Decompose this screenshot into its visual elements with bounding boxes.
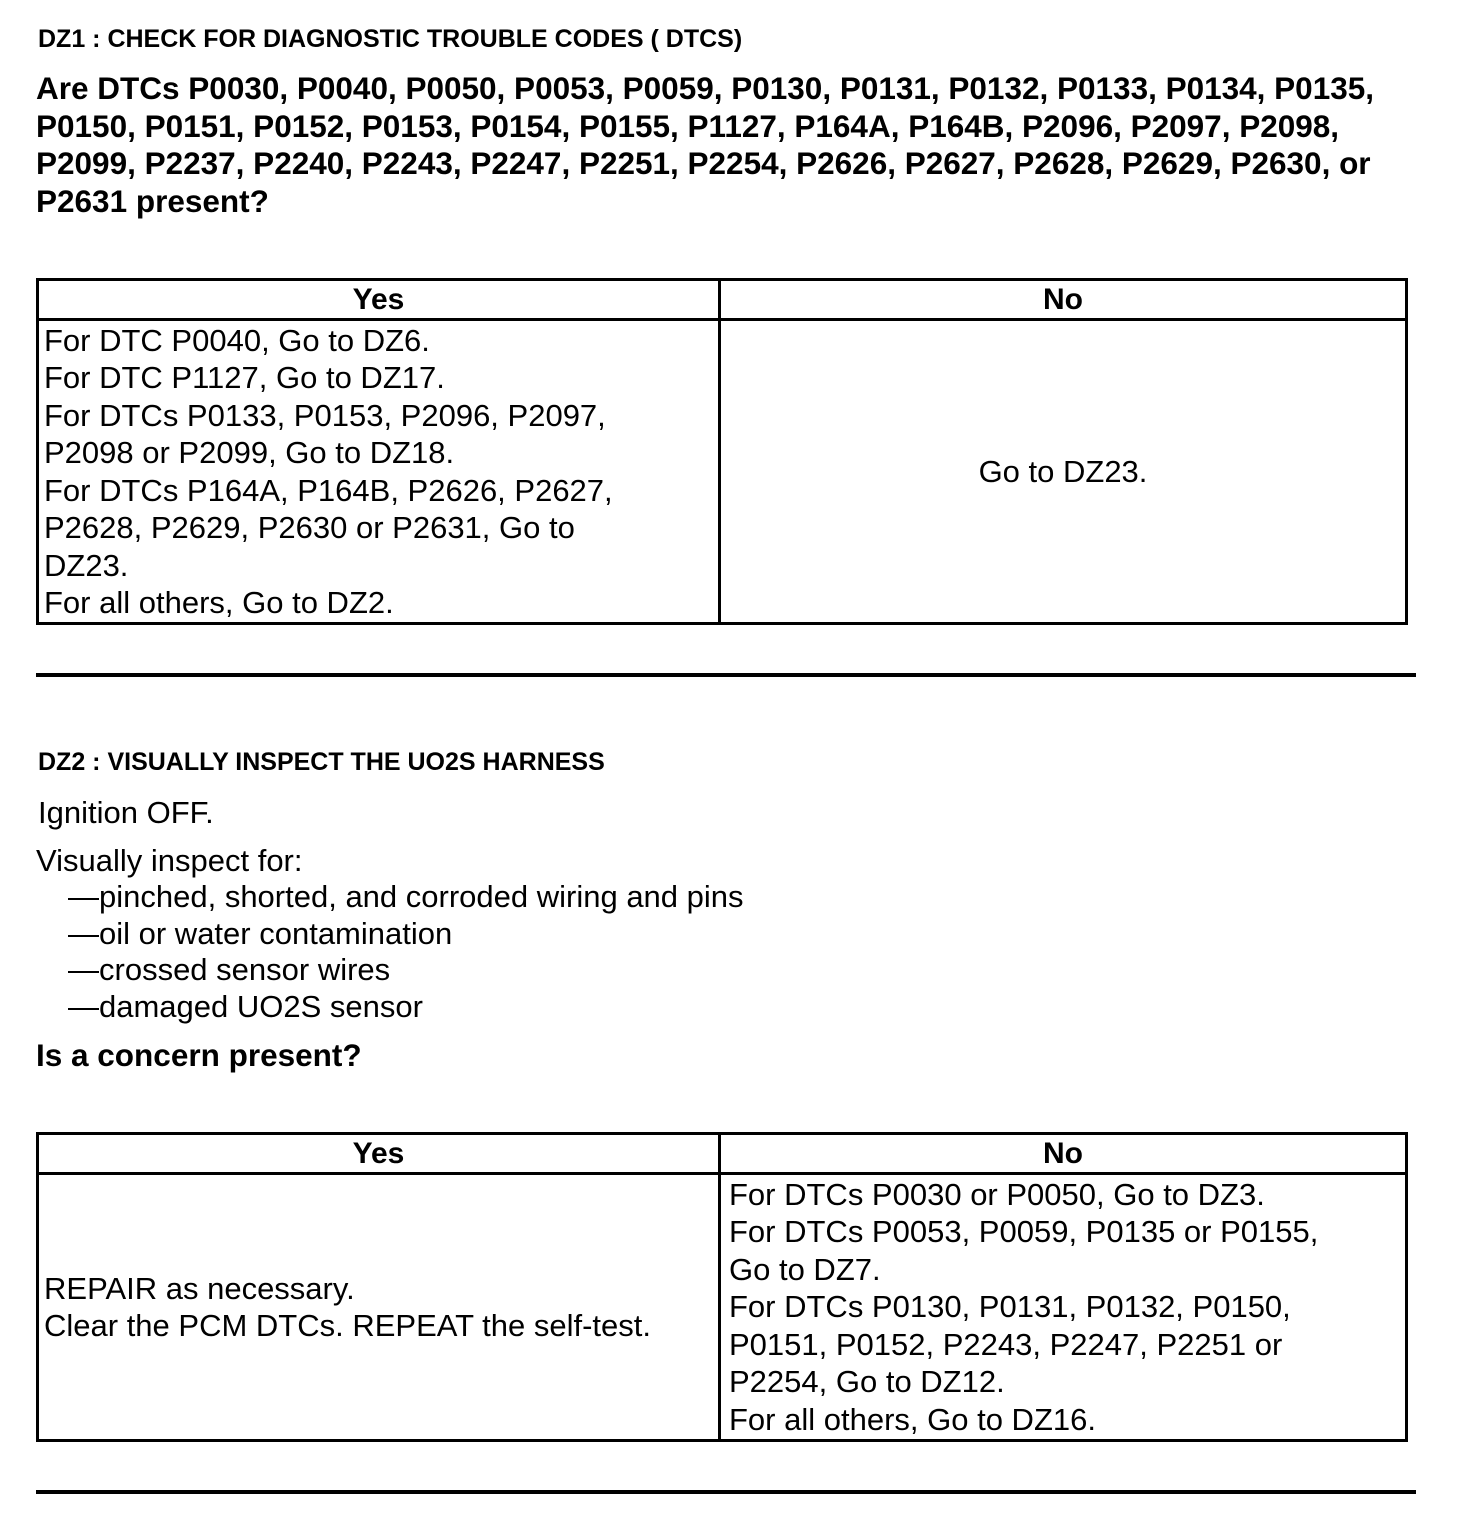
dz2-decision-table bbox=[36, 1132, 1408, 1442]
dz1-table-body-row bbox=[38, 320, 1407, 624]
dz1-yes-line: For all others, Go to DZ2. bbox=[44, 585, 394, 620]
dz2-yes-header: Yes bbox=[38, 1134, 720, 1174]
dz1-table-header-row bbox=[38, 280, 1407, 320]
dz2-no-line: For DTCs P0030 or P0050, Go to DZ3. bbox=[729, 1176, 1265, 1212]
dz2-table-header-row bbox=[38, 1134, 1407, 1174]
list-item: — oil or water contamination bbox=[68, 916, 744, 953]
dz1-yes-line: P2098 or P2099, Go to DZ18. bbox=[44, 435, 455, 470]
dz2-no-header: No bbox=[720, 1134, 1407, 1174]
dz2-step-ignition: Ignition OFF. bbox=[38, 795, 214, 830]
dz2-table-body-row bbox=[38, 1174, 1407, 1441]
list-item: — crossed sensor wires bbox=[68, 952, 744, 989]
dz1-yes-line: For DTC P0040, Go to DZ6. bbox=[44, 322, 430, 358]
dz2-yes-cell bbox=[38, 1174, 720, 1441]
dz2-no-cell bbox=[720, 1174, 1407, 1441]
dz2-no-line: For DTCs P0130, P0131, P0132, P0150, bbox=[729, 1289, 1291, 1325]
dz1-yes-line: P2628, P2629, P2630 or P2631, Go to bbox=[44, 510, 575, 545]
dz1-question: Are DTCs P0030, P0040, P0050, P0053, P0059, P0130, P0131, P0132, P0133, P0134, P0135, P0150, P0151, P0152, P0153, P0154, P0155, P1127, P164A, P164B, P2096, P2097, P2098, P2099, P2237, P2240, P2243, P2247, P2251, P2254, P2626, P2627, P2628, P2629, P2630, or P2631 present? bbox=[36, 70, 1375, 219]
dz2-no-line: For all others, Go to DZ16. bbox=[729, 1401, 1096, 1437]
dz2-no-line: P0151, P0152, P2243, P2247, P2251 or bbox=[729, 1326, 1283, 1362]
dz2-inspect-list bbox=[68, 879, 744, 1025]
dz1-yes-line: For DTCs P0133, P0153, P2096, P2097, bbox=[44, 397, 606, 433]
dz2-no-line: For DTCs P0053, P0059, P0135 or P0155, bbox=[729, 1214, 1319, 1250]
section-divider bbox=[36, 673, 1416, 677]
dz2-step-inspect: Visually inspect for: bbox=[36, 843, 303, 878]
dz2-no-line: P2254, Go to DZ12. bbox=[729, 1364, 1005, 1400]
dz1-yes-header: Yes bbox=[38, 280, 720, 320]
list-item: — pinched, shorted, and corroded wiring and pins bbox=[68, 879, 744, 916]
dz1-no-header: No bbox=[720, 280, 1407, 320]
dz1-decision-table bbox=[36, 278, 1408, 625]
dz2-question: Is a concern present? bbox=[36, 1037, 362, 1073]
dz1-yes-line: For DTC P1127, Go to DZ17. bbox=[44, 360, 445, 395]
dz1-yes-line: For DTCs P164A, P164B, P2626, P2627, bbox=[44, 472, 613, 508]
section-divider bbox=[36, 1490, 1416, 1494]
dz1-yes-line: DZ23. bbox=[44, 547, 129, 583]
dz2-yes-line: REPAIR as necessary. bbox=[44, 1270, 355, 1306]
dz1-no-line: Go to DZ23. bbox=[978, 453, 1148, 489]
list-item: — damaged UO2S sensor bbox=[68, 989, 744, 1026]
dz1-no-cell bbox=[720, 320, 1407, 624]
dz2-yes-line: Clear the PCM DTCs. REPEAT the self-test. bbox=[44, 1308, 651, 1343]
dz2-title: DZ2 : VISUALLY INSPECT THE UO2S HARNESS bbox=[38, 748, 605, 776]
dz1-title: DZ1 : CHECK FOR DIAGNOSTIC TROUBLE CODES ( DTCS) bbox=[38, 25, 743, 53]
dz2-no-line: Go to DZ7. bbox=[729, 1251, 881, 1287]
dz1-yes-cell bbox=[38, 320, 720, 624]
